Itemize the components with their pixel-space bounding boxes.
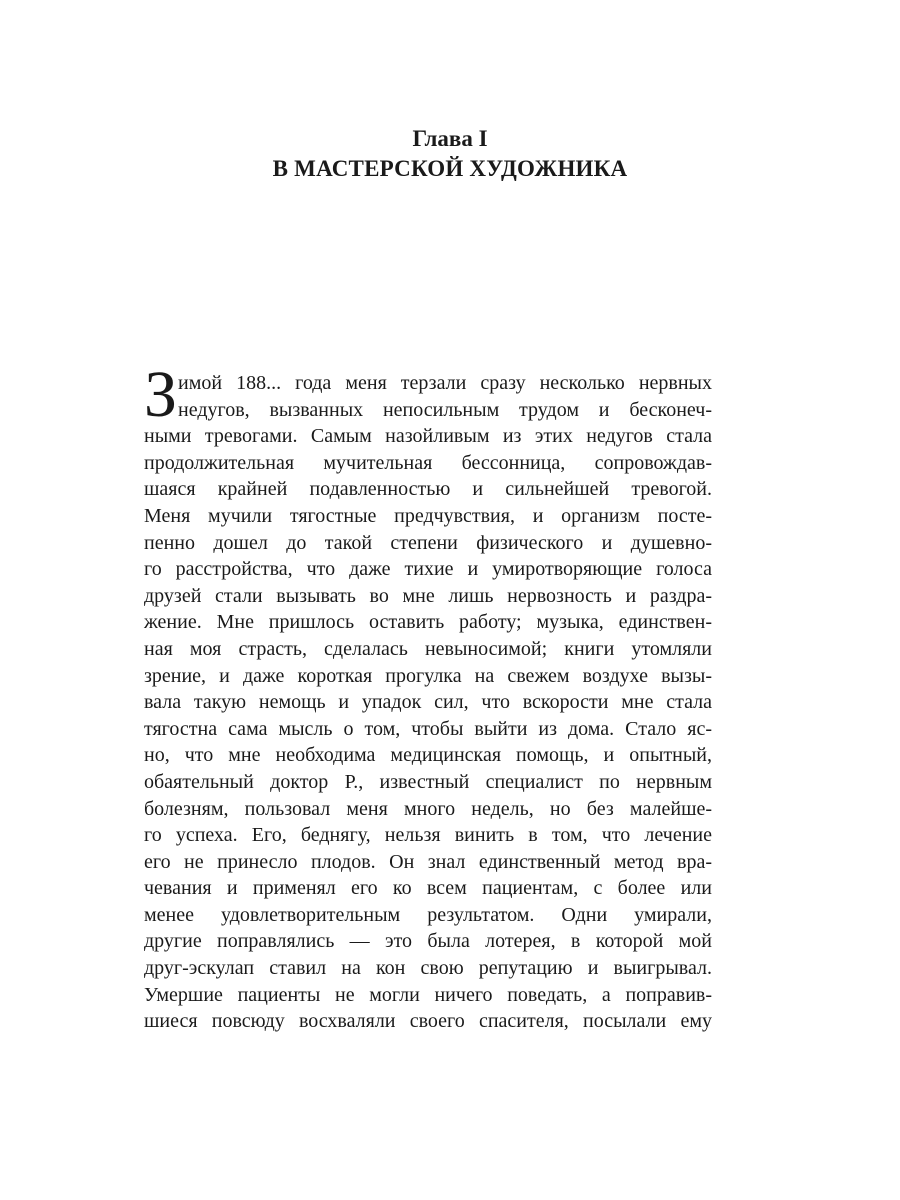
text-line: Меня мучили тягостные предчувствия, и организм посте- bbox=[144, 504, 712, 527]
chapter-title: В МАСТЕРСКОЙ ХУДОЖНИКА bbox=[272, 156, 628, 181]
chapter-number: Глава I bbox=[412, 126, 488, 151]
text-line: зрение, и даже короткая прогулка на свежем воздухе вызы- bbox=[144, 664, 712, 687]
text-line: менее удовлетворительным результатом. Одни умирали, bbox=[144, 903, 712, 926]
text-line: го расстройства, что даже тихие и умиротворяющие голоса bbox=[144, 558, 712, 581]
text-line: вала такую немощь и упадок сил, что вскорости мне стала bbox=[144, 691, 712, 714]
text-line: Умершие пациенты не могли ничего поведать, а поправив- bbox=[144, 983, 712, 1006]
text-line: го успеха. Его, беднягу, нельзя винить в том, что лечение bbox=[144, 824, 712, 847]
text-line: пенно дошел до такой степени физического и душевно- bbox=[144, 531, 712, 554]
text-line: но, что мне необходима медицинская помощь, и опытный, bbox=[144, 744, 712, 767]
text-line: друзей стали вызывать во мне лишь нервозность и раздра- bbox=[144, 584, 712, 607]
text-line: тягостна сама мысль о том, чтобы выйти из дома. Стало яс- bbox=[144, 717, 712, 740]
body-paragraph bbox=[144, 370, 712, 1035]
text-line: его не принесло плодов. Он знал единственный метод вра- bbox=[144, 850, 712, 873]
text-line: другие поправлялись — это была лотерея, в которой мой bbox=[144, 930, 712, 953]
text-line: жение. Мне пришлось оставить работу; музыка, единствен- bbox=[144, 611, 712, 634]
text-line: шиеся повсюду восхваляли своего спасителя, посылали ему bbox=[144, 1010, 712, 1033]
text-line: имой 188... года меня терзали сразу несколько нервных bbox=[178, 372, 712, 394]
text-line: чевания и применял его ко всем пациентам, с более или bbox=[144, 877, 712, 900]
text-line: друг-эскулап ставил на кон свою репутацию и выигрывал. bbox=[144, 957, 712, 980]
chapter-heading bbox=[0, 124, 900, 184]
text-line: недугов, вызванных непосильным трудом и бесконеч- bbox=[178, 398, 712, 421]
text-line: ными тревогами. Самым назойливым из этих недугов стала bbox=[144, 425, 712, 448]
text-line: ная моя страсть, сделалась невыносимой; книги утомляли bbox=[144, 637, 712, 660]
text-line: шаяся крайней подавленностью и сильнейшей тревогой. bbox=[144, 478, 712, 501]
text-line: продолжительная мучительная бессонница, сопровождав- bbox=[144, 451, 712, 474]
text-line: обаятельный доктор Р., известный специалист по нервным bbox=[144, 770, 712, 793]
drop-cap: З bbox=[144, 358, 178, 431]
text-line: болезням, пользовал меня много недель, но без малейше- bbox=[144, 797, 712, 820]
